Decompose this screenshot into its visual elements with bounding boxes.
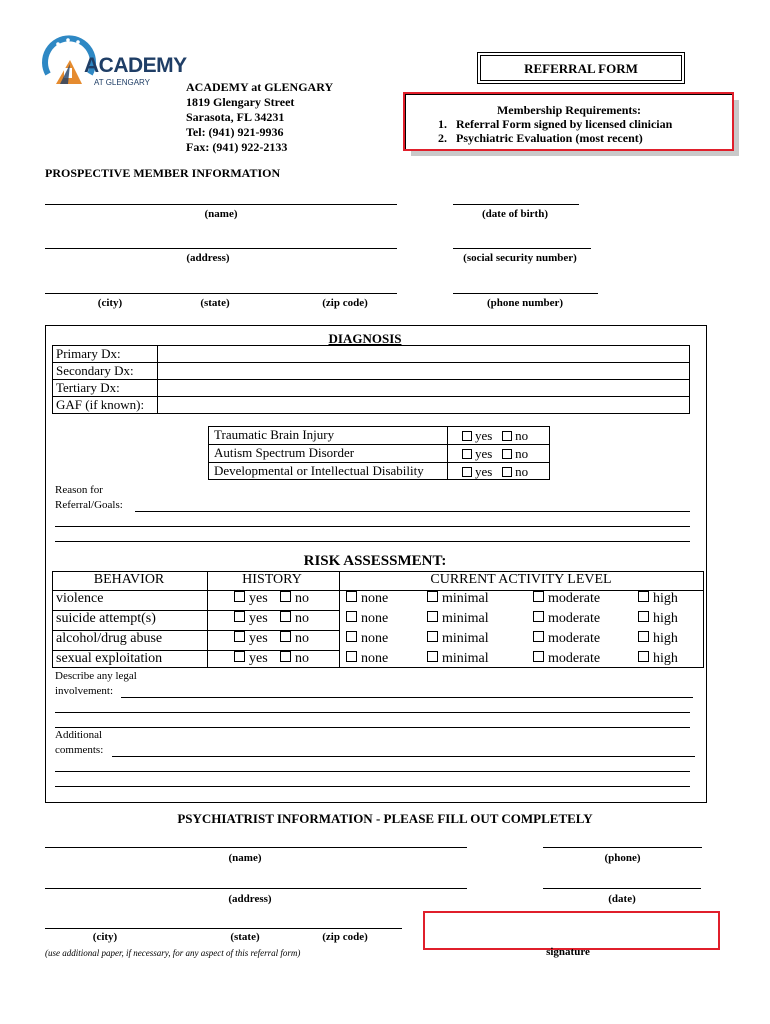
legal-line-1[interactable] xyxy=(121,697,693,698)
membership-highlight xyxy=(403,92,734,151)
logo xyxy=(40,34,187,92)
level-minimal-checkbox[interactable]: minimal xyxy=(427,631,489,647)
history-yes-checkbox[interactable]: yes xyxy=(234,611,268,627)
member-address-caption: (address) xyxy=(186,252,230,264)
psychiatrist-zip-caption: (zip code) xyxy=(322,931,368,943)
behavior-label: alcohol/drug abuse xyxy=(56,631,163,646)
reason-line-3[interactable] xyxy=(55,541,690,542)
level-high-checkbox[interactable]: high xyxy=(638,611,678,627)
diagnosis-heading: DIAGNOSIS xyxy=(328,331,402,346)
comments-label-2: comments: xyxy=(55,744,104,756)
comments-label-1: Additional xyxy=(55,729,103,741)
psychiatrist-city-field[interactable] xyxy=(45,928,402,929)
psychiatrist-phone-caption: (phone) xyxy=(604,852,641,864)
member-dob-field[interactable] xyxy=(453,204,579,205)
level-minimal-checkbox[interactable]: minimal xyxy=(427,611,489,627)
tbi-options xyxy=(462,428,528,444)
behavior-label: violence xyxy=(56,591,104,606)
psychiatrist-address-caption: (address) xyxy=(228,893,272,905)
secondary-dx-row[interactable] xyxy=(52,363,690,380)
level-moderate-checkbox[interactable]: moderate xyxy=(533,631,600,647)
level-moderate-checkbox[interactable]: moderate xyxy=(533,651,600,667)
history-yes-checkbox[interactable]: yes xyxy=(234,591,268,607)
legal-line-3[interactable] xyxy=(55,727,690,728)
reason-line-2[interactable] xyxy=(55,526,690,527)
member-phone-caption: (phone number) xyxy=(486,297,564,309)
history-yes-checkbox[interactable]: yes xyxy=(234,631,268,647)
comments-line-2[interactable] xyxy=(55,771,690,772)
org-tel: Tel: (941) 921-9936 xyxy=(186,125,284,139)
risk-col-activity: CURRENT ACTIVITY LEVEL xyxy=(430,572,612,587)
membership-heading: Membership Requirements: xyxy=(496,103,642,117)
member-ssn-field[interactable] xyxy=(453,248,591,249)
psychiatrist-date-caption: (date) xyxy=(608,893,636,905)
legal-line-2[interactable] xyxy=(55,712,690,713)
risk-heading: RISK ASSESSMENT: xyxy=(303,553,447,569)
org-address xyxy=(186,80,333,155)
history-no-checkbox[interactable]: no xyxy=(280,611,309,627)
member-city-caption: (city) xyxy=(97,297,123,309)
gaf-row[interactable] xyxy=(52,397,690,414)
risk-col-history: HISTORY xyxy=(242,572,302,587)
signature-field[interactable] xyxy=(423,911,720,950)
logo-sub-text: AT GLENGARY xyxy=(94,78,151,87)
member-name-caption: (name) xyxy=(204,208,238,220)
member-ssn-caption: (social security number) xyxy=(463,252,577,264)
membership-item-2: 2. Psychiatric Evaluation (most recent) xyxy=(438,131,643,145)
secondary-dx-label: Secondary Dx: xyxy=(56,363,134,378)
level-moderate-checkbox[interactable]: moderate xyxy=(533,591,600,607)
condition-row-asd: Autism Spectrum Disorder xyxy=(214,445,355,460)
primary-dx-label: Primary Dx: xyxy=(56,346,121,361)
psychiatrist-state-caption: (state) xyxy=(230,931,260,943)
comments-line-3[interactable] xyxy=(55,786,690,787)
psychiatrist-name-caption: (name) xyxy=(228,852,262,864)
history-no-checkbox[interactable]: no xyxy=(280,631,309,647)
did-no-checkbox[interactable]: no xyxy=(502,464,528,479)
additional-paper-note: (use additional paper, if necessary, for any aspect of this referral form) xyxy=(45,948,301,958)
reason-label-2: Referral/Goals: xyxy=(55,499,123,511)
org-name: ACADEMY at GLENGARY xyxy=(186,80,334,94)
form-title-box xyxy=(477,52,685,84)
org-city: Sarasota, FL 34231 xyxy=(186,110,285,124)
legal-label-2: involvement: xyxy=(55,685,114,697)
psychiatrist-address-field[interactable] xyxy=(45,888,467,889)
asd-options xyxy=(462,446,528,462)
member-phone-field[interactable] xyxy=(453,293,598,294)
asd-yes-checkbox[interactable]: yes xyxy=(462,446,492,461)
level-high-checkbox[interactable]: high xyxy=(638,631,678,647)
psychiatrist-name-field[interactable] xyxy=(45,847,467,848)
level-none-checkbox[interactable]: none xyxy=(346,591,388,607)
org-street: 1819 Glengary Street xyxy=(186,95,295,109)
membership-item-1: 1. Referral Form signed by licensed clinician xyxy=(438,117,673,131)
member-name-field[interactable] xyxy=(45,204,397,205)
history-no-checkbox[interactable]: no xyxy=(280,651,309,667)
did-options xyxy=(462,464,528,480)
level-moderate-checkbox[interactable]: moderate xyxy=(533,611,600,627)
psychiatrist-city-caption: (city) xyxy=(92,931,118,943)
prospective-heading: PROSPECTIVE MEMBER INFORMATION xyxy=(45,166,281,180)
member-zip-caption: (zip code) xyxy=(322,297,368,309)
level-none-checkbox[interactable]: none xyxy=(346,651,388,667)
condition-row-tbi: Traumatic Brain Injury xyxy=(214,427,335,442)
behavior-label: suicide attempt(s) xyxy=(56,611,156,626)
level-high-checkbox[interactable]: high xyxy=(638,651,678,667)
member-address-field[interactable] xyxy=(45,248,397,249)
risk-col-behavior: BEHAVIOR xyxy=(93,572,165,587)
psychiatrist-date-field[interactable] xyxy=(543,888,701,889)
history-yes-checkbox[interactable]: yes xyxy=(234,651,268,667)
org-fax: Fax: (941) 922-2133 xyxy=(186,140,288,154)
tbi-yes-checkbox[interactable]: yes xyxy=(462,428,492,443)
psychiatrist-phone-field[interactable] xyxy=(543,847,702,848)
asd-no-checkbox[interactable]: no xyxy=(502,446,528,461)
member-dob-caption: (date of birth) xyxy=(482,208,548,220)
reason-label-1: Reason for xyxy=(55,484,103,496)
legal-label-1: Describe any legal xyxy=(55,670,137,682)
primary-dx-row[interactable] xyxy=(52,345,690,363)
level-none-checkbox[interactable]: none xyxy=(346,611,388,627)
condition-row-did: Developmental or Intellectual Disability xyxy=(214,463,424,478)
tertiary-dx-label: Tertiary Dx: xyxy=(56,380,120,395)
level-high-checkbox[interactable]: high xyxy=(638,591,678,607)
gaf-label: GAF (if known): xyxy=(56,397,145,412)
signature-caption: signature xyxy=(546,946,590,958)
member-state-caption: (state) xyxy=(200,297,230,309)
tertiary-dx-row[interactable] xyxy=(52,380,690,397)
reason-line-1[interactable] xyxy=(135,511,690,512)
did-yes-checkbox[interactable]: yes xyxy=(462,464,492,479)
tbi-no-checkbox[interactable]: no xyxy=(502,428,528,443)
comments-line-1[interactable] xyxy=(112,756,695,757)
member-city-state-zip-field[interactable] xyxy=(45,293,397,294)
form-title: REFERRAL FORM xyxy=(524,61,638,76)
history-no-checkbox[interactable]: no xyxy=(280,591,309,607)
logo-main-text: ACADEMY xyxy=(84,54,187,77)
level-minimal-checkbox[interactable]: minimal xyxy=(427,651,489,667)
level-minimal-checkbox[interactable]: minimal xyxy=(427,591,489,607)
psychiatrist-heading: PSYCHIATRIST INFORMATION - PLEASE FILL OUT COMPLETELY xyxy=(177,811,593,826)
behavior-label: sexual exploitation xyxy=(56,651,163,666)
level-none-checkbox[interactable]: none xyxy=(346,631,388,647)
